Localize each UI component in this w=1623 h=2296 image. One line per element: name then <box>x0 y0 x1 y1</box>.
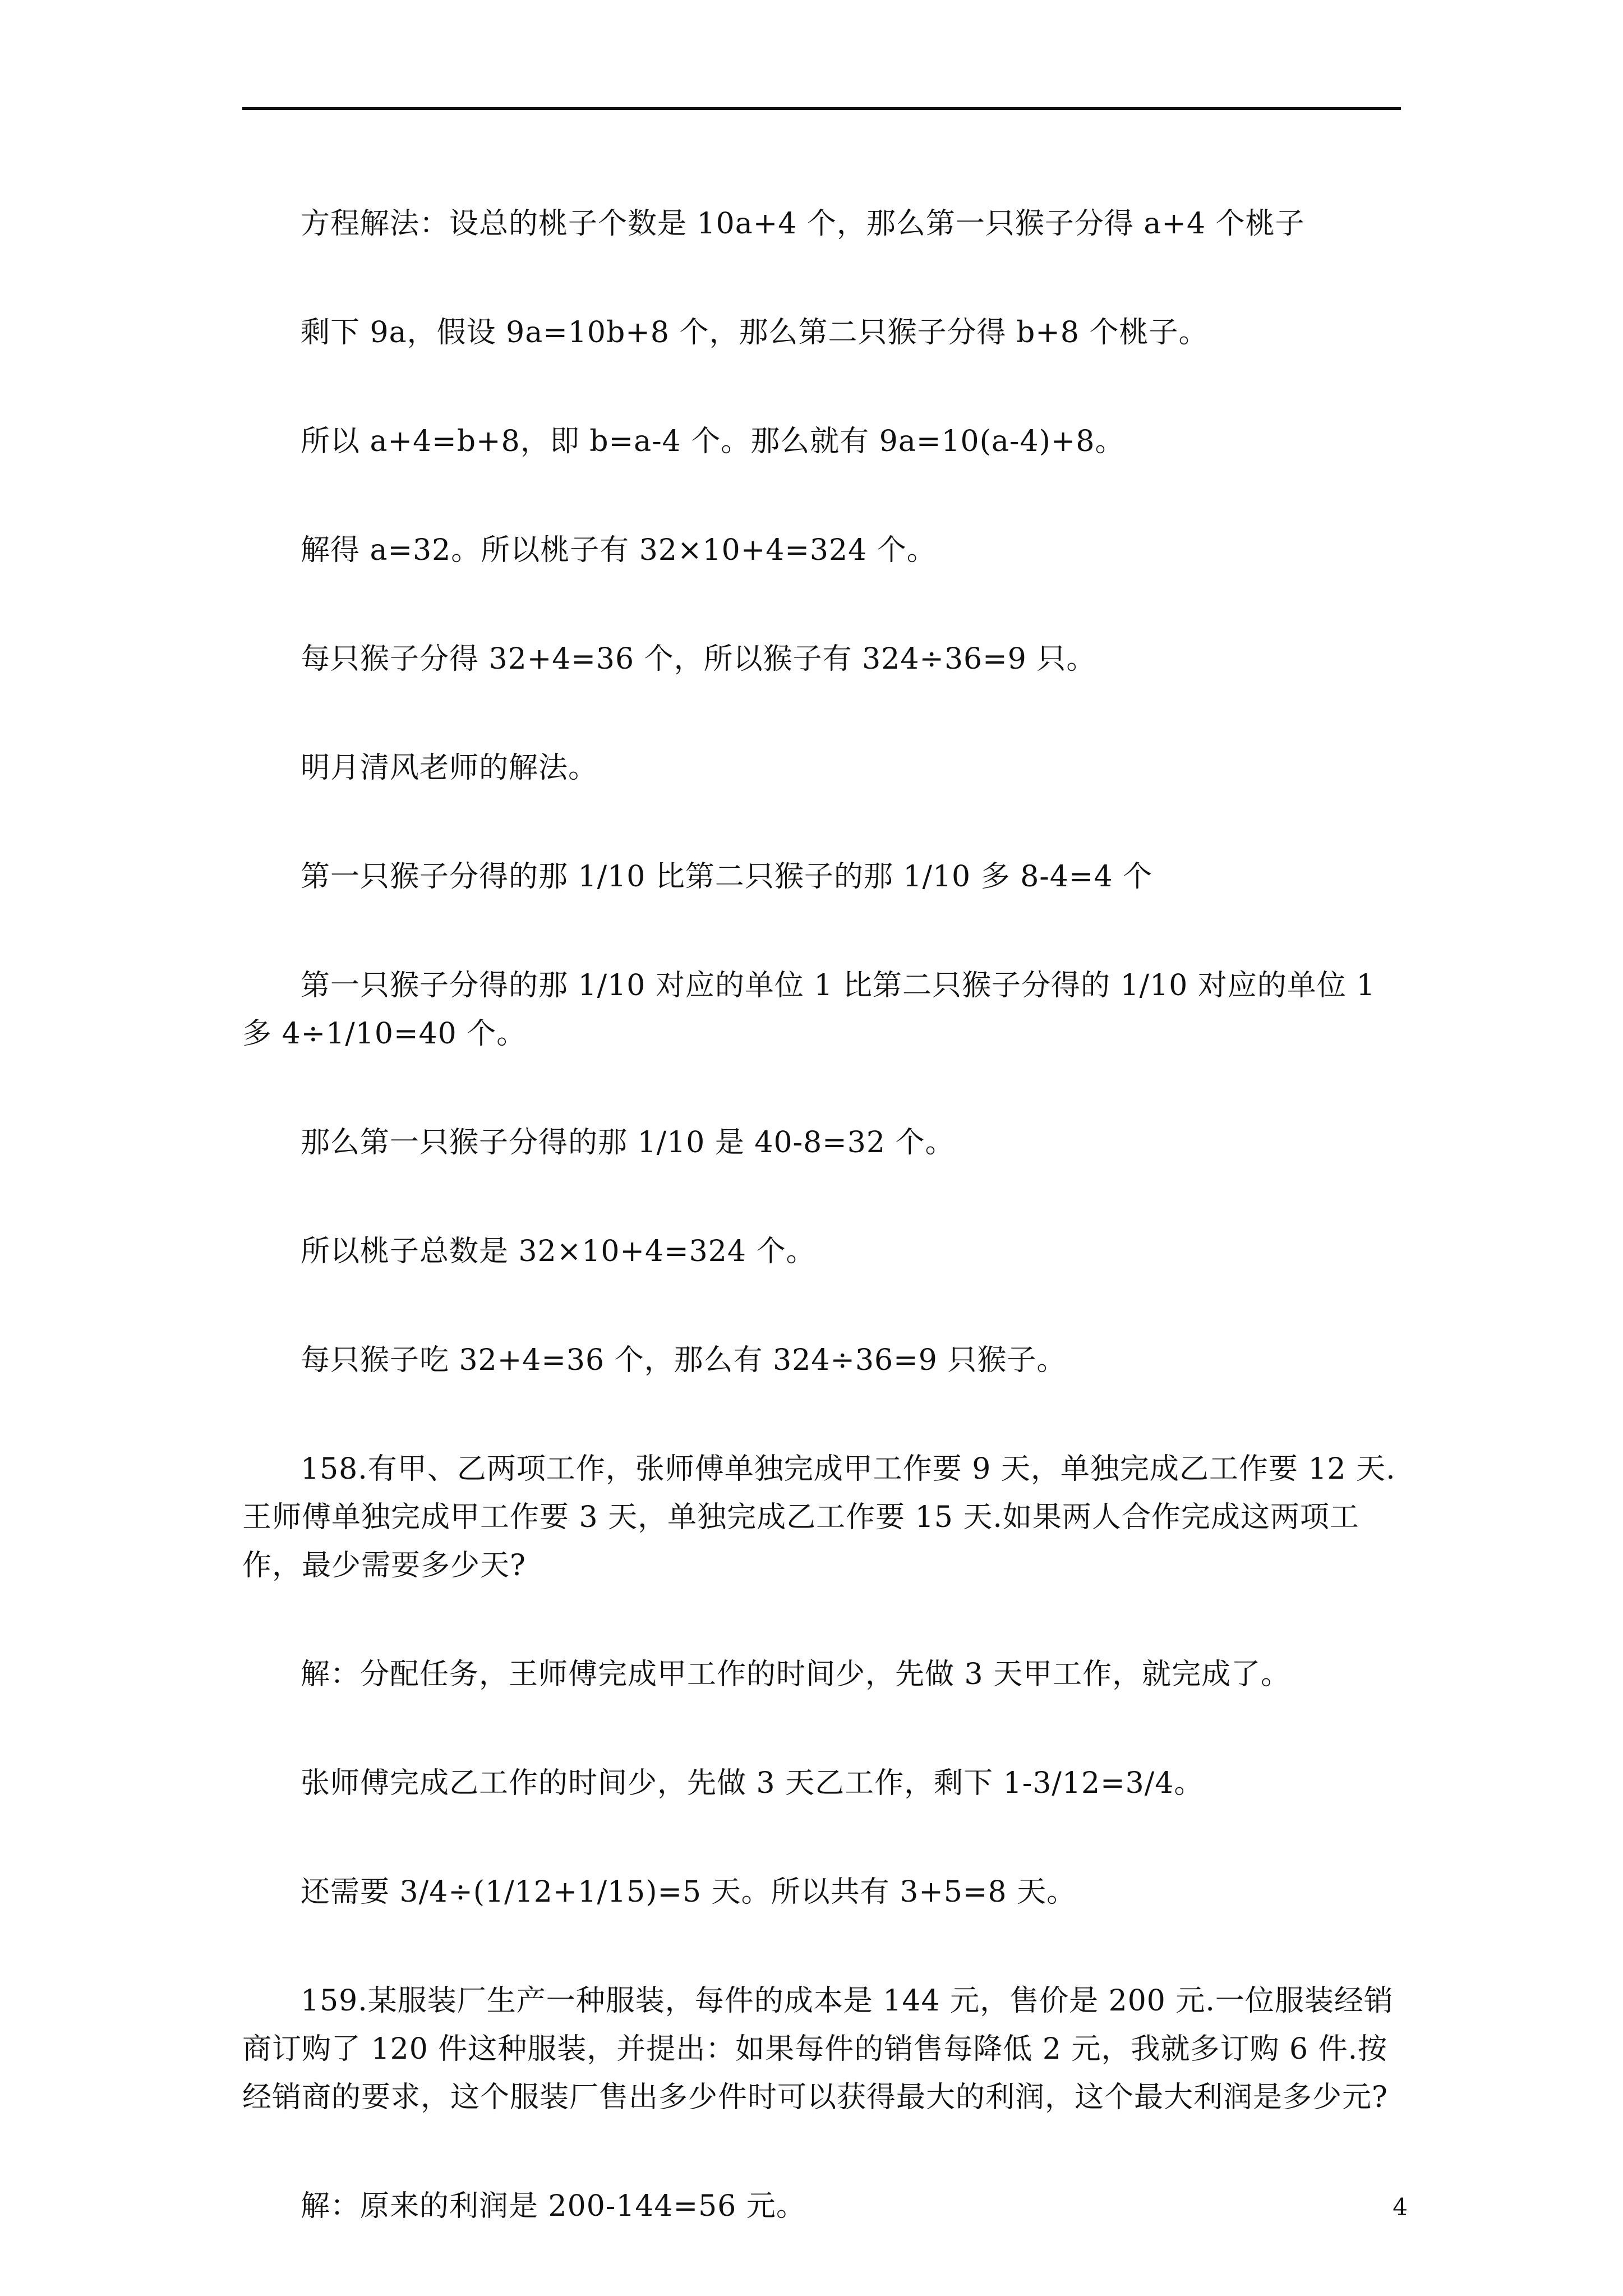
document-body <box>242 200 1401 2291</box>
paragraph-remaining-9a: 剩下 9a，假设 9a=10b+8 个，那么第二只猴子分得 b+8 个桃子。 <box>301 316 1209 349</box>
paragraph-equation-method: 方程解法：设总的桃子个数是 10a+4 个，那么第一只猴子分得 a+4 个桃子 <box>301 207 1305 241</box>
paragraph-first-1-10: 那么第一只猴子分得的那 1/10 是 40-8=32 个。 <box>301 1126 955 1159</box>
paragraph-monkeys-nine: 每只猴子吃 32+4=36 个，那么有 324÷36=9 只猴子。 <box>301 1343 1067 1377</box>
problem-159: 159.某服装厂生产一种服装，每件的成本是 144 元，售价是 200 元.一位服装经销商订购了 120 件这种服装，并提出：如果每件的销售每降低 2 元，我就多订购 6 件.按经销商的要求，这个服装厂售出多少件时可以获得最大的利润，这个最大利润是多少元? <box>242 1984 1394 2114</box>
solution-158-step-2: 张师傅完成乙工作的时间少，先做 3 天乙工作，剩下 1-3/12=3/4。 <box>301 1766 1204 1800</box>
problem-158: 158.有甲、乙两项工作，张师傅单独完成甲工作要 9 天，单独完成乙工作要 12 天.王师傅单独完成甲工作要 3 天，单独完成乙工作要 15 天.如果两人合作完成这两项工作，最少需要多少天? <box>242 1452 1396 1582</box>
solution-159-step-1: 解：原来的利润是 200-144=56 元。 <box>301 2189 806 2223</box>
paragraph-monkey-count: 每只猴子分得 32+4=36 个，所以猴子有 324÷36=9 只。 <box>301 642 1096 676</box>
solution-158-step-1: 解：分配任务，王师傅完成甲工作的时间少，先做 3 天甲工作，就完成了。 <box>301 1658 1291 1691</box>
paragraph-teacher-method: 明月清风老师的解法。 <box>301 751 598 785</box>
header-rule <box>242 107 1401 110</box>
paragraph-total-peaches: 所以桃子总数是 32×10+4=324 个。 <box>301 1235 816 1268</box>
paragraph-unit-difference: 第一只猴子分得的那 1/10 对应的单位 1 比第二只猴子分得的 1/10 对应的单位 1 多 4÷1/10=40 个。 <box>242 969 1376 1051</box>
page-number: 4 <box>1393 2193 1408 2221</box>
solution-158-step-3: 还需要 3/4÷(1/12+1/15)=5 天。所以共有 3+5=8 天。 <box>301 1875 1077 1909</box>
paragraph-solve-a-32: 解得 a=32。所以桃子有 32×10+4=324 个。 <box>301 533 937 567</box>
paragraph-b-equals-a-minus-4: 所以 a+4=b+8，即 b=a-4 个。那么就有 9a=10(a-4)+8。 <box>301 425 1125 458</box>
paragraph-difference-1-10: 第一只猴子分得的那 1/10 比第二只猴子的那 1/10 多 8-4=4 个 <box>301 860 1153 894</box>
